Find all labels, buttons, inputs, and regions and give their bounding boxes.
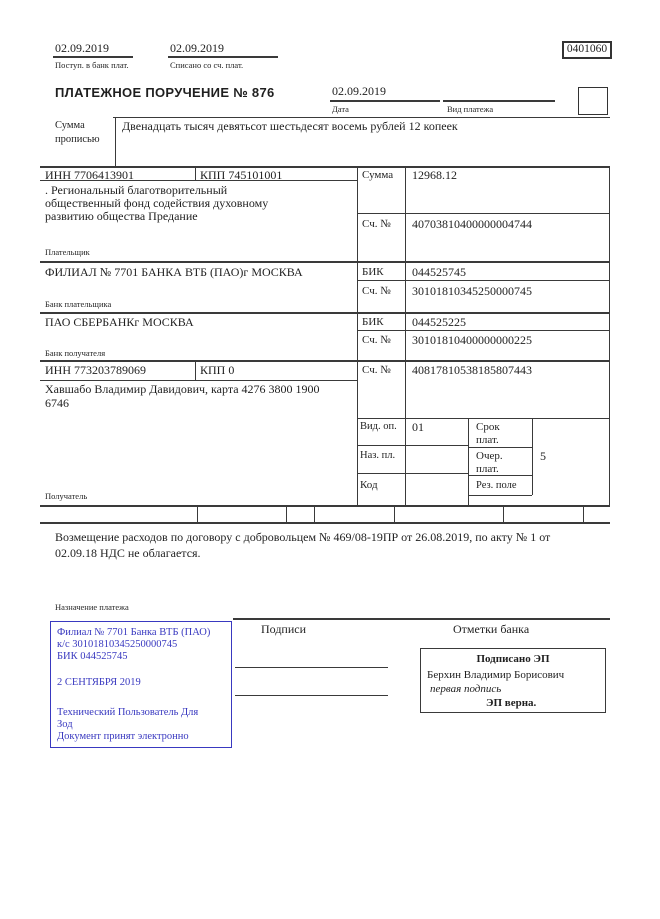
bank-stamp-date: 2 СЕНТЯБРЯ 2019 [57, 677, 141, 688]
payer-bank-section-label: Банк плательщика [45, 299, 112, 309]
code-label: Код [360, 479, 378, 491]
grid-line [115, 117, 116, 167]
first-signature-label: первая подпись [430, 683, 502, 695]
payer-account-label: Сч. № [362, 218, 391, 230]
signature-valid-label: ЭП верна. [486, 697, 537, 709]
grid-line [357, 445, 468, 446]
payee-bank-bik-label: БИК [362, 316, 384, 328]
grid-line [468, 418, 469, 505]
grid-line [532, 418, 533, 495]
grid-line [405, 166, 406, 505]
form-code: 0401060 [566, 43, 608, 55]
payer-kpp: КПП 745101001 [200, 168, 283, 182]
payee-bank-bik: 044525225 [412, 315, 466, 329]
payee-bank-name: ПАО СБЕРБАНКг МОСКВА [45, 315, 194, 329]
divider-line [233, 618, 610, 620]
date-label: Дата [332, 104, 349, 114]
payer-bank-name: ФИЛИАЛ № 7701 БАНКА ВТБ (ПАО)г МОСКВА [45, 265, 303, 279]
grid-line [40, 312, 610, 314]
payee-inn: ИНН 773203789069 [45, 363, 146, 377]
grid-line [468, 447, 532, 448]
payer-bank-account: 30101810345250000745 [412, 284, 532, 298]
grid-line [357, 473, 468, 474]
bank-marks-title: Отметки банка [453, 622, 530, 636]
grid-line [357, 330, 610, 331]
payee-section-label: Получатель [45, 491, 88, 501]
payment-type-label: Вид платежа [447, 104, 494, 114]
grid-line [394, 505, 395, 522]
payee-bank-account: 30101810400000000225 [412, 333, 532, 347]
term-label: Срок плат. [476, 421, 500, 446]
payee-account-label: Сч. № [362, 364, 391, 376]
grid-line [609, 166, 610, 505]
signature-stamp-box [420, 648, 606, 713]
reserve-label: Рез. поле [476, 480, 517, 491]
grid-line [468, 495, 532, 496]
debited-label: Списано со сч. плат. [170, 60, 244, 70]
document-title: ПЛАТЕЖНОЕ ПОРУЧЕНИЕ № 876 [55, 85, 275, 100]
bank-stamp-line: Технический Пользователь Для [57, 707, 199, 718]
purpose-code-label: Наз. пл. [360, 450, 396, 461]
bank-stamp-line: к/с 30101810345250000745 [57, 639, 178, 650]
bank-stamp-line: Филиал № 7701 Банка ВТБ (ПАО) [57, 627, 211, 638]
signed-label: Подписано ЭП [476, 653, 550, 665]
payment-type-checkbox [578, 87, 608, 115]
signature-line [235, 667, 388, 668]
grid-line [195, 360, 196, 380]
grid-line [195, 166, 196, 180]
received-label: Поступ. в банк плат. [55, 60, 129, 70]
order-label: Очер. плат. [476, 450, 503, 475]
grid-line [113, 117, 610, 118]
bank-stamp-line: Зод [57, 719, 73, 730]
payer-bank-account-label: Сч. № [362, 285, 391, 297]
amount-value: 12968.12 [412, 168, 457, 182]
signatures-title: Подписи [261, 622, 307, 636]
debited-date: 02.09.2019 [170, 41, 224, 55]
grid-line [40, 261, 610, 263]
divider-line [53, 56, 133, 58]
purpose-text-line1: Возмещение расходов по договору с добровольцем № 469/08-19ПР от 26.08.2019, по акту № 1 от [55, 530, 551, 544]
payer-name: . Региональный благотворительный общественный фонд содействия духовному развитию общества Предание [45, 183, 269, 223]
payee-bank-section-label: Банк получателя [45, 348, 106, 358]
payee-name: Хавшабо Владимир Давидович, карта 4276 3800 1900 6746 [45, 382, 320, 410]
bank-stamp-line: Документ принят электронно [57, 731, 189, 742]
grid-line [357, 166, 358, 505]
form-code-box [562, 41, 612, 59]
grid-line [40, 380, 357, 381]
bank-stamp-line: БИК 044525745 [57, 651, 128, 662]
grid-line [314, 505, 315, 522]
amount-label: Сумма [362, 169, 394, 181]
document-date: 02.09.2019 [332, 84, 386, 98]
payee-account: 40817810538185807443 [412, 363, 532, 377]
grid-line [503, 505, 504, 522]
divider-line [330, 100, 440, 102]
purpose-label: Назначение платежа [55, 602, 129, 612]
order-value: 5 [540, 449, 546, 463]
payer-section-label: Плательщик [45, 247, 90, 257]
grid-line [40, 360, 610, 362]
divider-line [443, 100, 555, 102]
payer-bank-bik-label: БИК [362, 266, 384, 278]
grid-line [357, 280, 610, 281]
grid-line [286, 505, 287, 522]
amount-words-label: Сумма прописью [55, 120, 100, 145]
op-type-label: Вид. оп. [360, 421, 397, 432]
payer-inn: ИНН 7706413901 [45, 168, 134, 182]
op-type-value: 01 [412, 420, 424, 434]
amount-words-value: Двенадцать тысяч девятьсот шестьдесят восемь рублей 12 копеек [122, 119, 458, 133]
grid-line [357, 213, 610, 214]
payee-bank-account-label: Сч. № [362, 334, 391, 346]
payer-account: 40703810400000004744 [412, 217, 532, 231]
signature-line [235, 695, 388, 696]
payer-bank-bik: 044525745 [412, 265, 466, 279]
grid-line [40, 505, 610, 507]
purpose-text-line2: 02.09.18 НДС не облагается. [55, 546, 201, 560]
payee-kpp: КПП 0 [200, 363, 235, 377]
grid-line [583, 505, 584, 522]
bank-stamp-box [50, 621, 232, 748]
grid-line [197, 505, 198, 522]
received-date: 02.09.2019 [55, 41, 109, 55]
signer-name: Берхин Владимир Борисович [427, 669, 565, 681]
grid-line [357, 418, 610, 419]
divider-line [168, 56, 278, 58]
grid-line [40, 522, 610, 524]
